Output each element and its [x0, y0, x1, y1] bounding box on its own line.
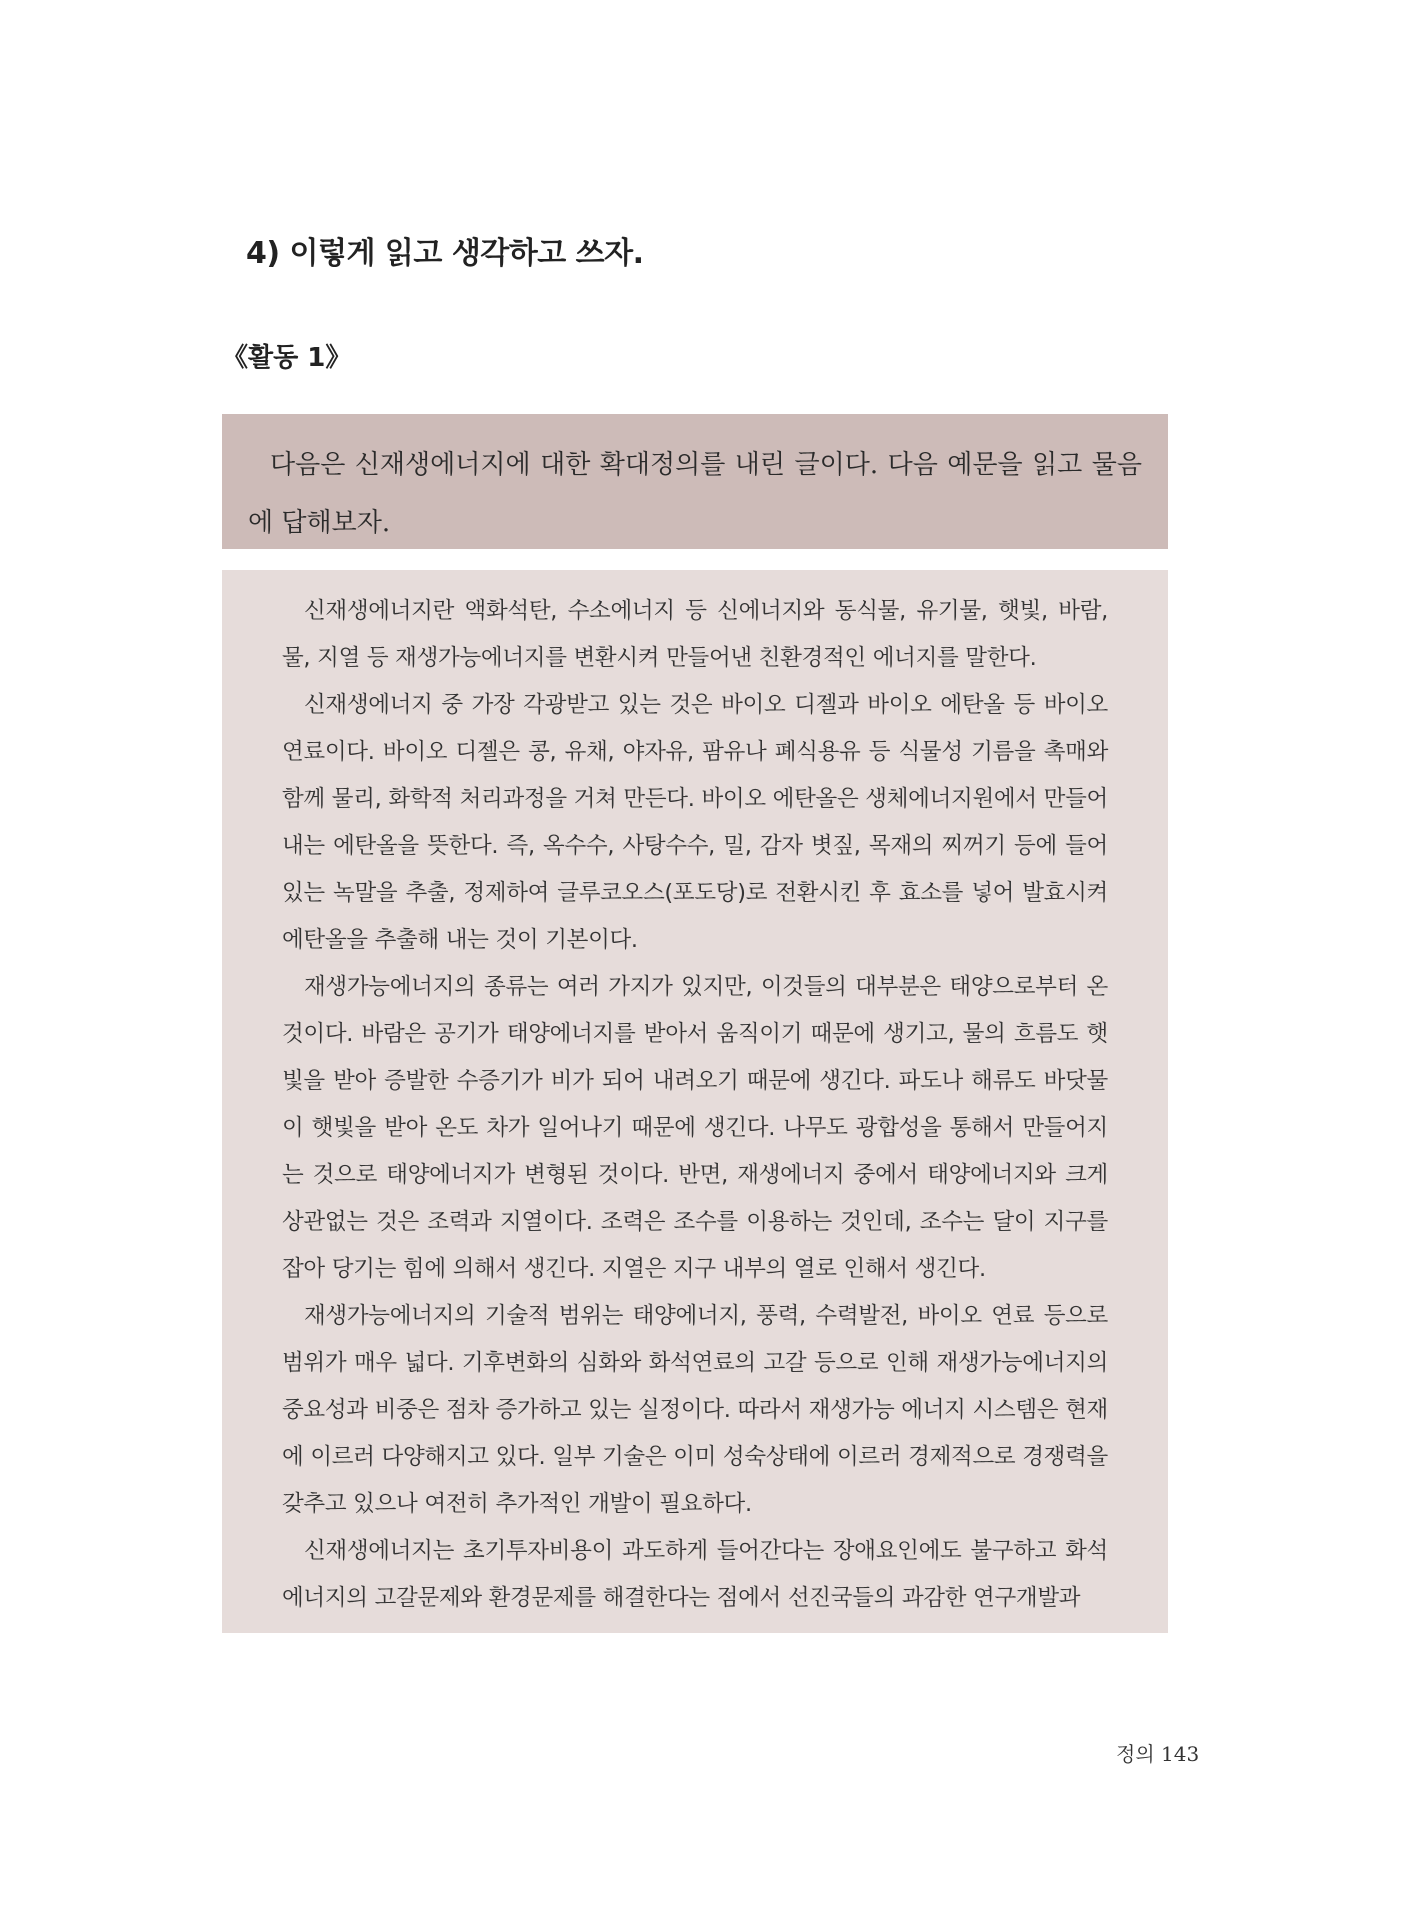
activity-label: 《활동 1》 [222, 343, 352, 373]
instruction-box [222, 414, 1168, 549]
section-title: 4) 이렇게 읽고 생각하고 쓰자. [246, 236, 644, 271]
reading-paragraph: 재생가능에너지의 기술적 범위는 태양에너지, 풍력, 수력발전, 바이오 연료 등으로 범위가 매우 넓다. 기후변화의 심화와 화석연료의 고갈 등으로 인해 재생가능에너지의 중요성과 비중은 점차 증가하고 있는 실정이다. 따라서 재생가능 에너지 시스템은 현재에 이르러 다양해지고 있다. 일부 기술은 이미 성숙상태에 이르러 경제적으로 경쟁력을 갖추고 있으나 여전히 추가적인 개발이 필요하다. [282, 1303, 1108, 1517]
page-footer: 정의 143 [1116, 1742, 1200, 1766]
reading-paragraph: 재생가능에너지의 종류는 여러 가지가 있지만, 이것들의 대부분은 태양으로부터 온 것이다. 바람은 공기가 태양에너지를 받아서 움직이기 때문에 생기고, 물의 흐름도 햇빛을 받아 증발한 수증기가 비가 되어 내려오기 때문에 생긴다. 파도나 해류도 바닷물이 햇빛을 받아 온도 차가 일어나기 때문에 생긴다. 나무도 광합성을 통해서 만들어지는 것으로 태양에너지가 변형된 것이다. 반면, 재생에너지 중에서 태양에너지와 크게 상관없는 것은 조력과 지열이다. 조력은 조수를 이용하는 것인데, 조수는 달이 지구를 잡아 당기는 힘에 의해서 생긴다. 지열은 지구 내부의 열로 인해서 생긴다. [282, 974, 1108, 1282]
reading-paragraph: 신재생에너지 중 가장 각광받고 있는 것은 바이오 디젤과 바이오 에탄올 등 바이오 연료이다. 바이오 디젤은 콩, 유채, 야자유, 팜유나 폐식용유 등 식물성 기름을 촉매와 함께 물리, 화학적 처리과정을 거쳐 만든다. 바이오 에탄올은 생체에너지원에서 만들어내는 에탄올을 뜻한다. 즉, 옥수수, 사탕수수, 밀, 감자 볏짚, 목재의 찌꺼기 등에 들어 있는 녹말을 추출, 정제하여 글루코오스(포도당)로 전환시킨 후 효소를 넣어 발효시켜 에탄올을 추출해 내는 것이 기본이다. [282, 692, 1108, 953]
reading-passage [222, 570, 1168, 1633]
reading-paragraph: 신재생에너지는 초기투자비용이 과도하게 들어간다는 장애요인에도 불구하고 화석에너지의 고갈문제와 환경문제를 해결한다는 점에서 선진국들의 과감한 연구개발과 [282, 1538, 1108, 1611]
reading-paragraph: 신재생에너지란 액화석탄, 수소에너지 등 신에너지와 동식물, 유기물, 햇빛, 바람, 물, 지열 등 재생가능에너지를 변환시켜 만들어낸 친환경적인 에너지를 말한다. [282, 598, 1108, 671]
instruction-text: 다음은 신재생에너지에 대한 확대정의를 내린 글이다. 다음 예문을 읽고 물음에 답해보자. [248, 450, 1142, 538]
